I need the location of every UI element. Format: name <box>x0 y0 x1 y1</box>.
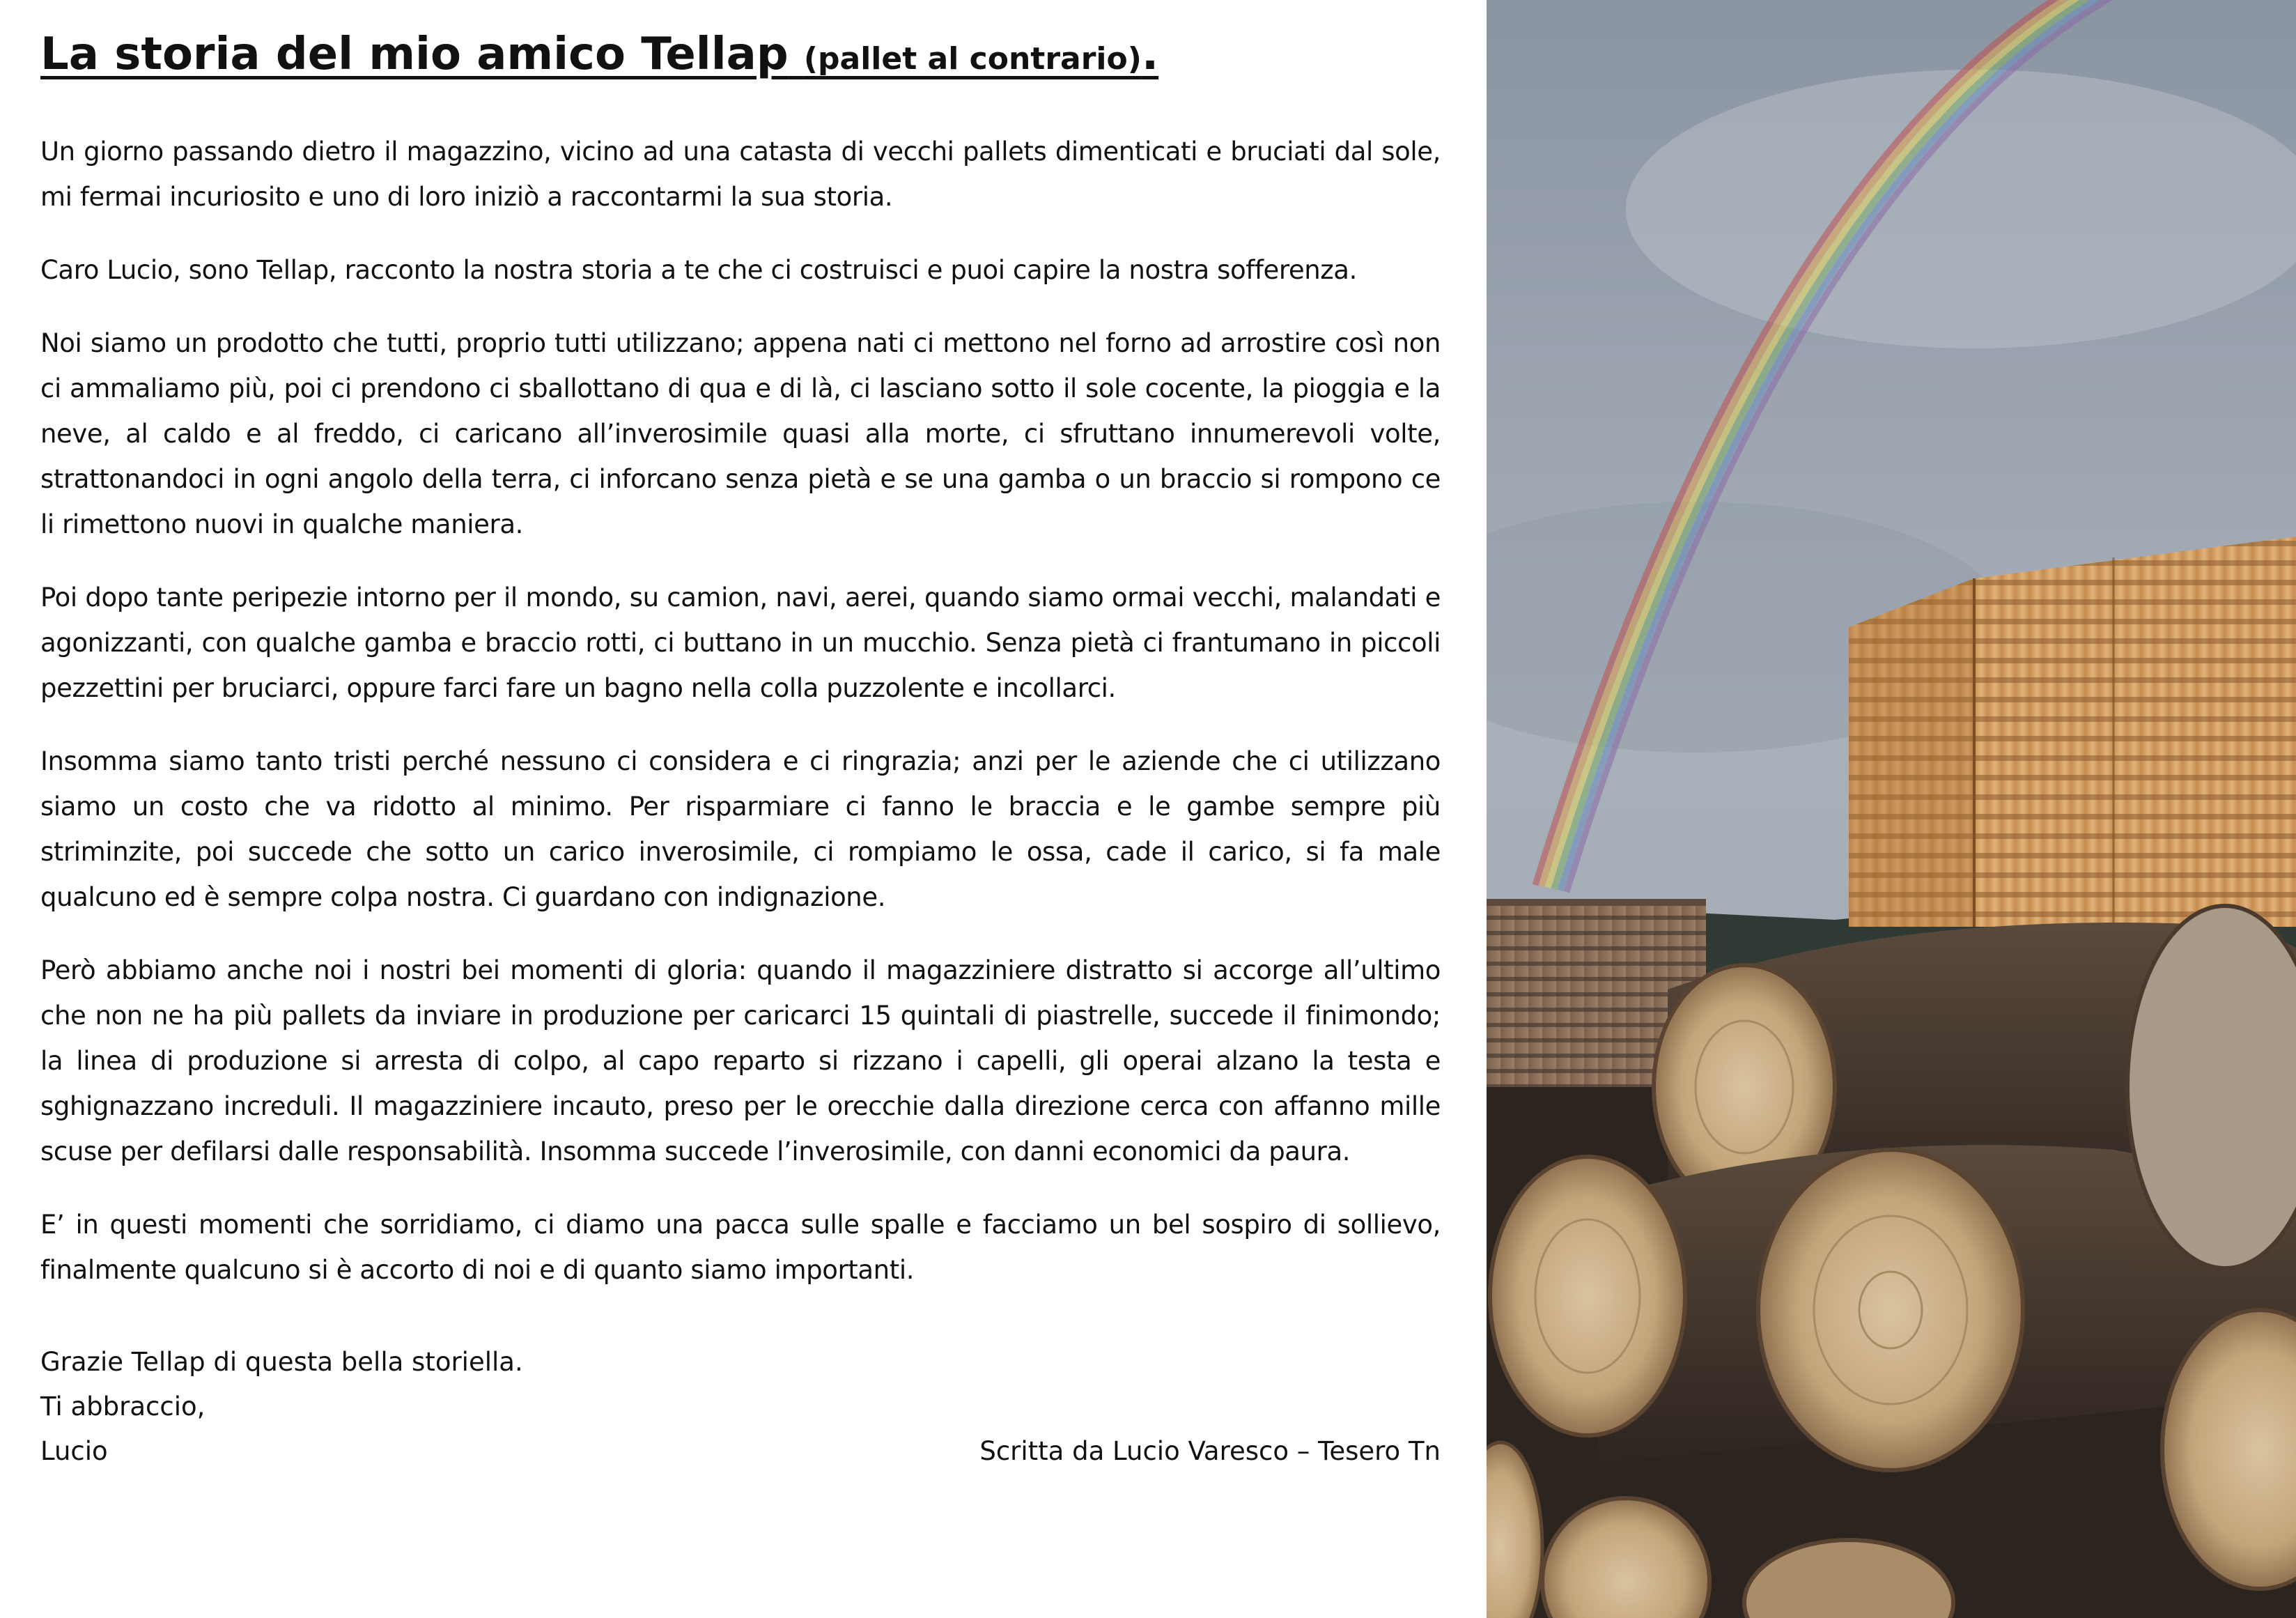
paragraph-3: Noi siamo un prodotto che tutti, proprio tutti utilizzano; appena nati ci mettono nel forno ad arrostire così non ci ammaliamo più, poi ci prendono ci sballottano di qua e di là, ci lasciano sotto il sole cocente, la pioggia e la neve, al caldo e al freddo, ci caricano all’inverosimile quasi alla morte, ci sfruttano innumerevoli volte, strattonandoci in ogni angolo della terra, ci inforcano senza pietà e se una gamba o un braccio si rompono ce li rimettono nuovi in qualche maniera. <box>40 328 1441 539</box>
paragraph-1: Un giorno passando dietro il magazzino, vicino ad una catasta di vecchi pallets dimenticati e bruciati dal sole, mi fermai incuriosito e uno di loro iniziò a raccontarmi la sua storia. <box>40 136 1441 212</box>
closing-thanks: Grazie Tellap di questa bella storiella. <box>40 1346 523 1377</box>
closing-hug: Ti abbraccio, <box>40 1391 205 1421</box>
title-period: . <box>1141 29 1159 80</box>
paragraph-6: Però abbiamo anche noi i nostri bei momenti di gloria: quando il magazziniere distratto si accorge all’ultimo che non ne ha più pallets da inviare in produzione per caricarci 15 quintali di piastrelle, succede il finimondo; la linea di produzione si arresta di colpo, al capo reparto si rizzano i capelli, gli operai alzano la testa e sghignazzano increduli. Il magazziniere incauto, preso per le orecchie dalla direzione cerca con affanno mille scuse per defilarsi dalle responsabilità. Insomma succede l’inverosimile, con danni economici da paura. <box>40 955 1441 1166</box>
author-signature: Scritta da Lucio Varesco – Tesero Tn <box>979 1435 1441 1466</box>
story-title <box>40 28 1158 82</box>
story-text-column <box>40 28 1441 1474</box>
paragraph-5: Insomma siamo tanto tristi perché nessuno ci considera e ci ringrazia; anzi per le aziende che ci utilizzano siamo un costo che va ridotto al minimo. Per risparmiare ci fanno le braccia e le gambe sempre più striminzite, poi succede che sotto un carico inverosimile, ci rompiamo le ossa, cade il carico, si fa male qualcuno ed è sempre colpa nostra. Ci guardano con indignazione. <box>40 746 1441 912</box>
paragraph-2: Caro Lucio, sono Tellap, racconto la nostra storia a te che ci costruisci e puoi capire la nostra sofferenza. <box>40 254 1357 285</box>
title-subtitle: (pallet al contrario) <box>803 41 1142 77</box>
pallets-rainbow-photo <box>1487 0 2296 1618</box>
paragraph-7: E’ in questi momenti che sorridiamo, ci diamo una pacca sulle spalle e facciamo un bel sospiro di sollievo, finalmente qualcuno si è accorto di noi e di quanto siamo importanti. <box>40 1209 1441 1285</box>
closing-name: Lucio <box>40 1435 108 1466</box>
photo-illustration <box>1487 0 2296 1618</box>
paragraph-4: Poi dopo tante peripezie intorno per il mondo, su camion, navi, aerei, quando siamo ormai vecchi, malandati e agonizzanti, con qualche gamba e braccio rotti, ci buttano in un mucchio. Senza pietà ci frantumano in piccoli pezzettini per bruciarci, oppure farci fare un bagno nella colla puzzolente e incollarci. <box>40 582 1441 703</box>
title-main: La storia del mio amico Tellap <box>40 29 789 80</box>
closing-block <box>40 1340 1441 1474</box>
